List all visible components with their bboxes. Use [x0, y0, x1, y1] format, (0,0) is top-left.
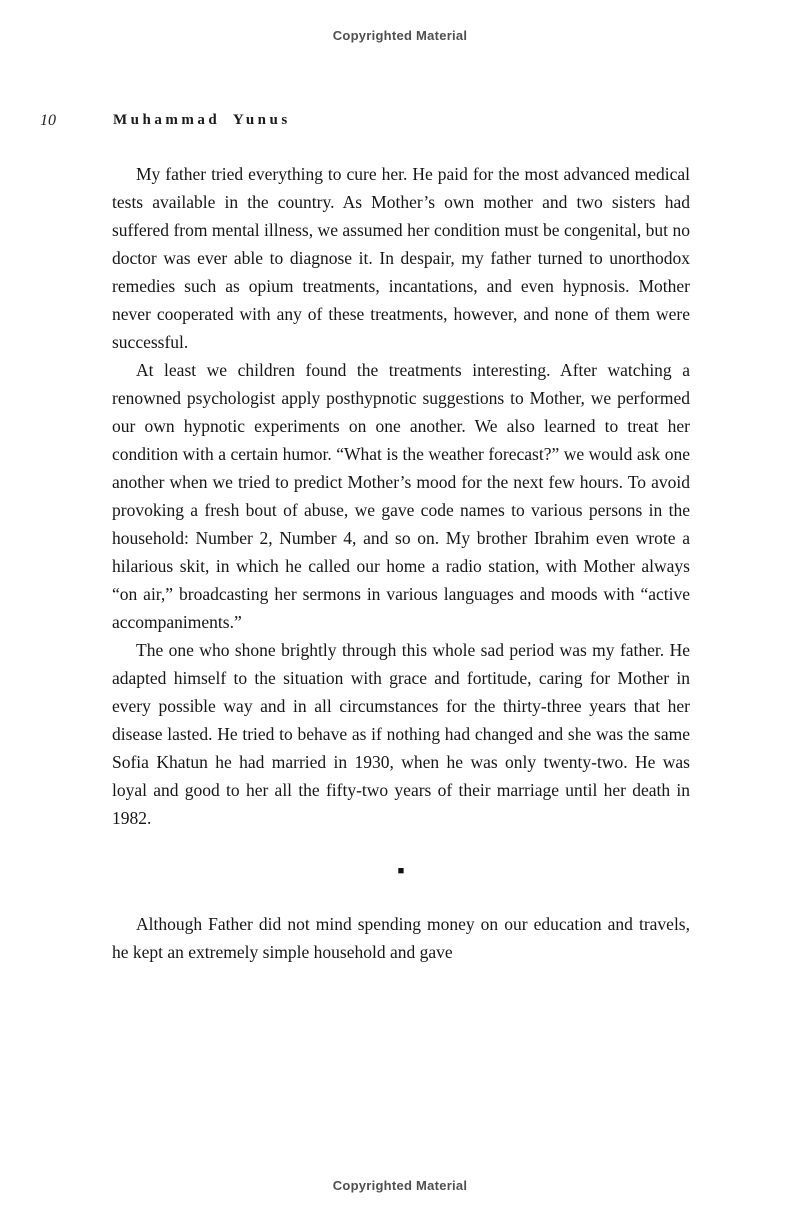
body-paragraph-2: At least we children found the treatments interesting. After watching a renowned psychologist apply posthypnotic suggestions to Mother, we performed our own hypnotic experiments on one another. We also learned to treat her condition with a certain humor. “What is the weather forecast?” we would ask one another when we tried to predict Mother’s mood for the next few hours. To avoid provoking a fresh bout of abuse, we gave code names to various persons in the household: Number 2, Number 4, and so on. My brother Ibrahim even wrote a hilarious skit, in which he called our home a radio station, with Mother always “on air,” broadcasting her sermons in various languages and moods with “active accompaniments.”	[112, 360, 690, 632]
body-paragraph-3: The one who shone brightly through this whole sad period was my father. He adapted himself to the situation with grace and fortitude, caring for Mother in every possible way and in all circumstances for the thirty-three years that her disease lasted. He tried to behave as if nothing had changed and she was the same Sofia Khatun he had married in 1930, when he was only twenty-two. He was loyal and good to her all the fifty-two years of their marriage until her death in 1982.	[112, 640, 690, 828]
section-divider-icon: ■	[397, 865, 405, 877]
body-paragraph-1: My father tried everything to cure her. He paid for the most advanced medical tests available in the country. As Mother’s own mother and two sisters had suffered from mental illness, we assumed her condition must be congenital, but no doctor was ever able to diagnose it. In despair, my father turned to unorthodox remedies such as opium treatments, incantations, and even hypnosis. Mother never cooperated with any of these treatments, however, and none of them were successful.	[112, 164, 690, 352]
page-number: 10	[40, 112, 56, 129]
copyright-notice-top: Copyrighted Material	[332, 28, 468, 43]
body-paragraph-4: Although Father did not mind spending money on our education and travels, he kept an extremely simple household and gave	[112, 914, 690, 962]
copyright-notice-bottom: Copyrighted Material	[332, 1178, 468, 1193]
running-header-title: Muhammad Yunus	[113, 112, 291, 128]
page-body-text	[112, 160, 690, 966]
running-header	[0, 112, 800, 134]
